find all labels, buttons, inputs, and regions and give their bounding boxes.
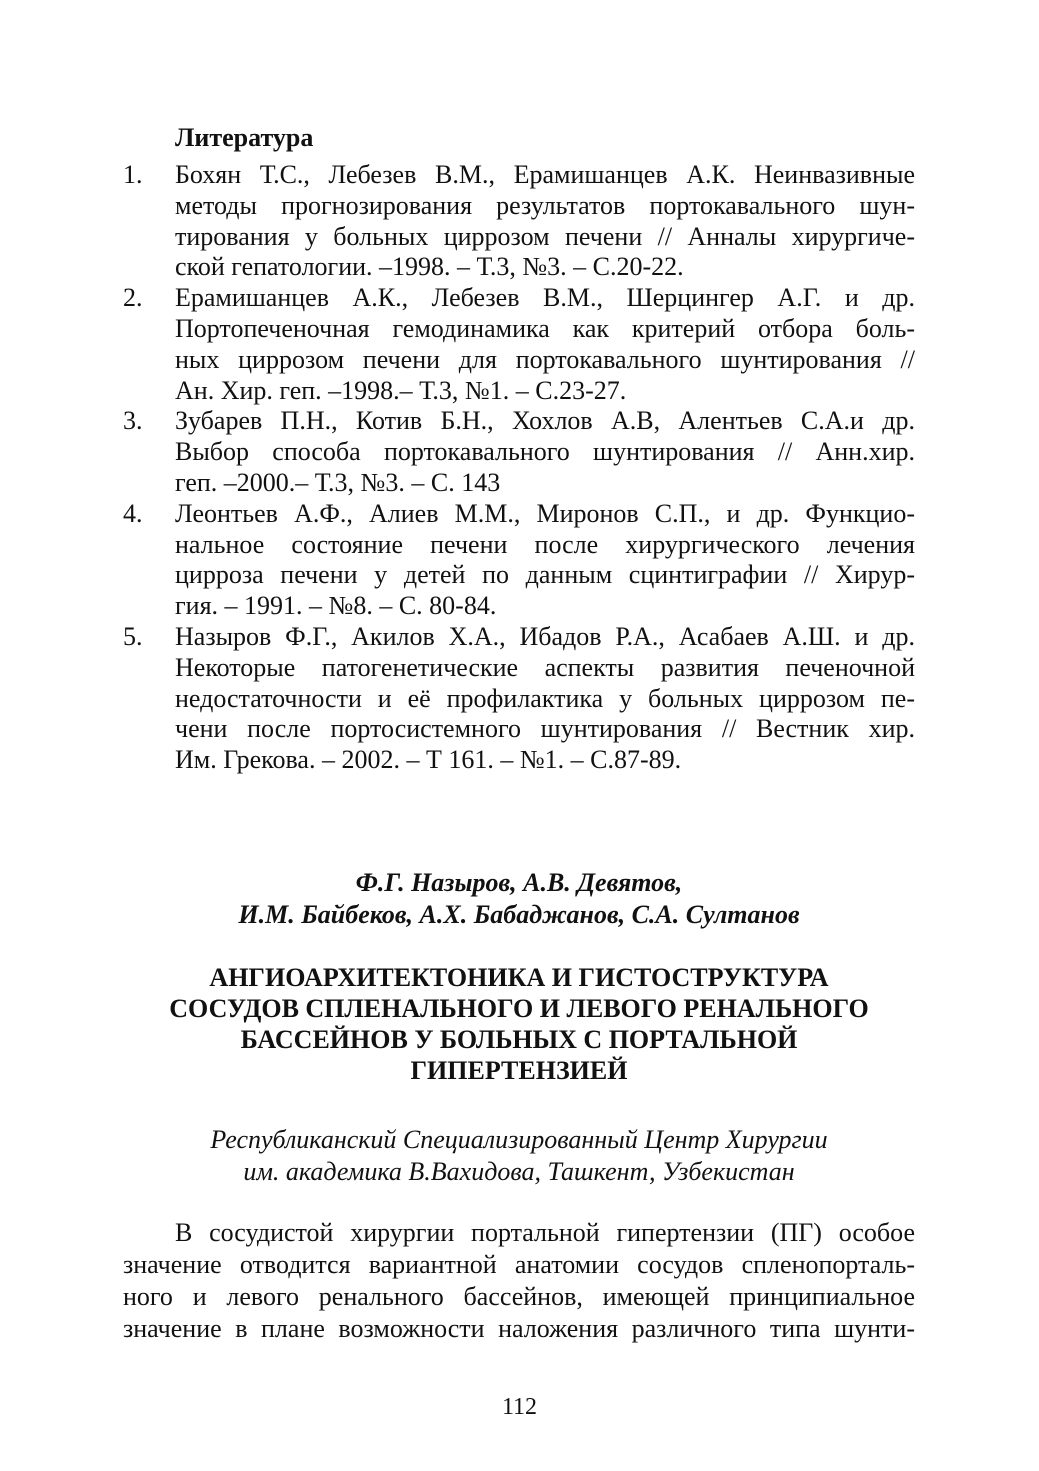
body-line: значение отводится вариантной анатомии сосудов спленопорталь- <box>123 1250 915 1279</box>
reference-item-2 <box>123 283 915 406</box>
body-line: В сосудистой хирургии портальной гипертензии (ПГ) особое <box>175 1218 915 1247</box>
article-authors <box>123 867 915 931</box>
reference-line: Назыров Ф.Г., Акилов Х.А., Ибадов Р.А., Асабаев А.Ш. и др. <box>175 621 915 651</box>
reference-line: чени после портосистемного шунтирования // Вестник хир. <box>175 714 915 744</box>
reference-number: 1. <box>123 160 143 189</box>
reference-line: Ан. Хир. геп. –1998.– Т.3, №1. – С.23-27. <box>175 375 627 405</box>
reference-line: нальное состояние печени после хирургического лечения <box>175 529 915 559</box>
article-title <box>123 962 915 1086</box>
reference-line: тирования у больных циррозом печени // Анналы хирургиче- <box>175 221 915 251</box>
body-line: ного и левого ренального бассейнов, имеющей принципиальное <box>123 1282 915 1311</box>
authors-line: И.М. Байбеков, А.Х. Бабаджанов, С.А. Султанов <box>238 900 800 929</box>
reference-number: 4. <box>123 498 143 528</box>
title-line: АНГИОАРХИТЕКТОНИКА И ГИСТОСТРУКТУРА <box>209 963 829 992</box>
reference-line: ных циррозом печени для портокавального шунтирования // <box>175 344 915 374</box>
body-line: значение в плане возможности наложения различного типа шунти- <box>123 1314 915 1343</box>
reference-line: геп. –2000.– Т.3, №3. – С. 143 <box>175 467 501 497</box>
article-affiliation <box>123 1124 915 1188</box>
reference-line: Выбор способа портокавального шунтирования // Анн.хир. <box>175 437 915 467</box>
reference-line: недостаточности и её профилактика у больных циррозом пе- <box>175 683 915 713</box>
title-line: СОСУДОВ СПЛЕНАЛЬНОГО И ЛЕВОГО РЕНАЛЬНОГО <box>169 994 869 1023</box>
reference-line: Леонтьев А.Ф., Алиев М.М., Миронов С.П., и др. Функцио- <box>175 498 915 528</box>
reference-line: Зубарев П.Н., Котив Б.Н., Хохлов А.В, Алентьев С.А.и др. <box>175 406 915 436</box>
reference-item-4 <box>123 499 915 622</box>
authors-line: Ф.Г. Назыров, А.В. Девятов, <box>355 868 683 897</box>
reference-item-1 <box>123 160 915 283</box>
literature-heading: Литература <box>175 123 314 152</box>
page-number: 112 <box>501 1394 538 1420</box>
reference-line: ской гепатологии. –1998. – Т.3, №3. – С.20-22. <box>175 252 684 282</box>
reference-line: Ерамишанцев А.К., Лебезев В.М., Шерцингер А.Г. и др. <box>175 283 915 313</box>
reference-line: Некоторые патогенетические аспекты развития печеночной <box>175 652 915 682</box>
reference-list <box>123 160 915 776</box>
reference-number: 5. <box>123 621 143 651</box>
title-line: БАССЕЙНОВ У БОЛЬНЫХ С ПОРТАЛЬНОЙ <box>240 1025 798 1054</box>
reference-line: методы прогнозирования результатов портокавального шун- <box>175 190 915 220</box>
reference-number: 2. <box>123 283 143 313</box>
title-line: ГИПЕРТЕНЗИЕЙ <box>410 1056 628 1085</box>
reference-item-5 <box>123 622 915 776</box>
affiliation-line: Республиканский Специализированный Центр Хирургии <box>210 1125 828 1154</box>
reference-line: цирроза печени у детей по данным сцинтиграфии // Хирур- <box>175 560 915 590</box>
article-body-paragraph <box>123 1217 915 1345</box>
reference-line: Бохян Т.С., Лебезев В.М., Ерамишанцев А.К. Неинвазивные <box>175 160 915 189</box>
reference-line: гия. – 1991. – №8. – С. 80-84. <box>175 591 497 621</box>
reference-line: Им. Грекова. – 2002. – Т 161. – №1. – С.87-89. <box>175 745 682 775</box>
reference-item-3 <box>123 406 915 498</box>
reference-number: 3. <box>123 406 143 436</box>
affiliation-line: им. академика В.Вахидова, Ташкент, Узбекистан <box>243 1157 795 1186</box>
reference-line: Портопеченочная гемодинамика как критерий отбора боль- <box>175 313 915 343</box>
